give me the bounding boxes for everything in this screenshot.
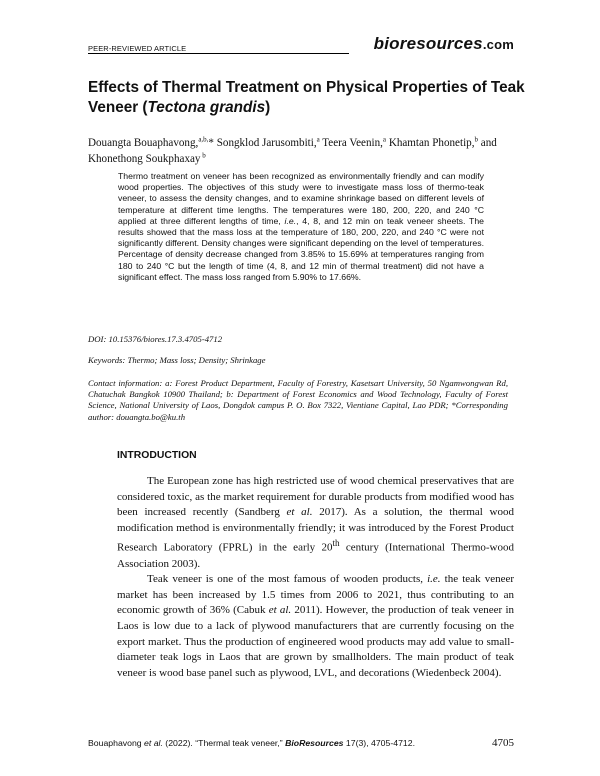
author-2-affiliation: a [316, 135, 320, 144]
paragraph-1-part-b: 2017). As a solution, the thermal wood modification method is environmentally friendly; it was introduced by the Forest Product Research Laboratory (FPRL) in the early 20 [117, 506, 515, 555]
doi[interactable]: DOI: 10.15376/biores.17.3.4705-4712 [88, 334, 223, 344]
journal-brand[interactable] [374, 34, 514, 54]
author-4: Khamtan Phonetip, [388, 137, 475, 149]
author-3-affiliation: a [382, 135, 387, 144]
introduction-body [117, 474, 514, 681]
footer-citation [88, 738, 415, 748]
citation-volume: 17(3), 4705-4712. [343, 738, 415, 748]
author-4-affiliation: b [474, 135, 478, 144]
title-species: Tectona grandis [147, 99, 266, 116]
author-1-affiliation: a,b, [198, 135, 209, 144]
paragraph [117, 474, 514, 572]
paragraph-1-part-c: century (International Thermo-wood Association 2003). [117, 542, 514, 570]
contact-information: Contact information: a: Forest Product Department, Faculty of Forestry, Kasetsart University, 50 Ngamwongwan Rd, Chatuchak Bangkok 10900 Thailand; b: Department of Forest Economics and Wood Technology, Faculty of Forest Science, National University of Laos, Dongdok campus P. O. Box 7322, Vientiane Capital, Lao PDR; *Corresponding author: douangta.bo@ku.th [88, 378, 508, 422]
title-close: ) [265, 99, 271, 116]
paragraph-1-sup: th [332, 538, 340, 549]
author-5-affiliation: b [200, 151, 206, 160]
header-rule [88, 53, 349, 54]
section-label: PEER-REVIEWED ARTICLE [88, 44, 187, 53]
author-2: Songklod Jarusombiti, [216, 137, 317, 149]
author-1: Douangta Bouaphavong, [88, 137, 199, 149]
paragraph-1-part-a: The European zone has high restricted use of wood chemical preservatives that are considered toxic, as the market requirement for durable products from modified wood has been increased recently (Sandberg [117, 475, 514, 519]
brand-name: bioresources [373, 34, 483, 53]
title-main: Effects of Thermal Treatment on Physical Properties of Teak Veneer ( [88, 79, 525, 116]
author-1-mark: * [208, 137, 217, 149]
abstract-ie: i.e. [284, 215, 297, 226]
paragraph [117, 572, 514, 681]
journal-bio: Bio [285, 738, 300, 748]
author-5: and Khonethong Soukphaxay [88, 137, 497, 165]
section-heading-introduction: INTRODUCTION [117, 450, 197, 461]
paragraph-2-ie: i.e. [427, 573, 441, 586]
paragraph-2-part-a: Teak veneer is one of the most famous of wooden products, [147, 573, 428, 586]
citation-title: (2022). “Thermal teak veneer,” [162, 738, 286, 748]
author-list [88, 135, 518, 167]
journal-resources: Resources [299, 738, 344, 748]
page-number: 4705 [492, 737, 514, 749]
abstract-part-2: , 4, 8, and 12 min on teak veneer sheets. The results showed that the mass loss at the temperature of 180, 200, 220, and 240 °C were not significantly different. Density changes were significant depending on the level of temperatures. Percentage of density decrease changed from 3.85% to 15.69% at temperatures ranging from 180 to 240 °C but the length of time (4, 8, and 12 min of thermal treatment) did not have a significant effect. The mass loss ranged from 5.90% to 17.66%. [118, 215, 484, 282]
citation-etal: et al. [144, 738, 163, 748]
keywords: Keywords: Thermo; Mass loss; Density; Shrinkage [88, 355, 266, 365]
brand-suffix: .com [482, 37, 514, 52]
citation-author: Bouaphavong [88, 738, 145, 748]
paragraph-2-part-c: 2011). However, the production of teak veneer in Laos is low due to a lack of plywood manufacturers that are currently focusing on the export market. Thus the production of engineered wood products may add value to small-diameter teak logs in Laos that are grown by smallholders. The main product of teak veneer is wood base panel such as plywood, LVL, and decorations (Wiedenbeck 2004). [117, 604, 514, 679]
paragraph-1-etal: et al. [286, 506, 313, 519]
paragraph-2-etal: et al. [268, 604, 292, 617]
author-3: Teera Veenin, [322, 137, 383, 149]
paragraph-2-part-b: the teak veneer market has been increased by 1.5 times from 2006 to 2021, thus contributing to an economic growth of 36% (Cabuk [117, 573, 515, 617]
article-title [88, 78, 528, 118]
abstract-part-1: Thermo treatment on veneer has been recognized as environmentally friendly and can modify wood properties. The objectives of this study were to investigate mass loss of thermo-teak veneer, to assess the density changes, and to examine shrinkage based on different levels of temperature at different time lengths. The temperatures were 180, 200, 220, and 240 °C applied at three different lengths of time, [118, 171, 484, 226]
abstract [118, 171, 484, 283]
